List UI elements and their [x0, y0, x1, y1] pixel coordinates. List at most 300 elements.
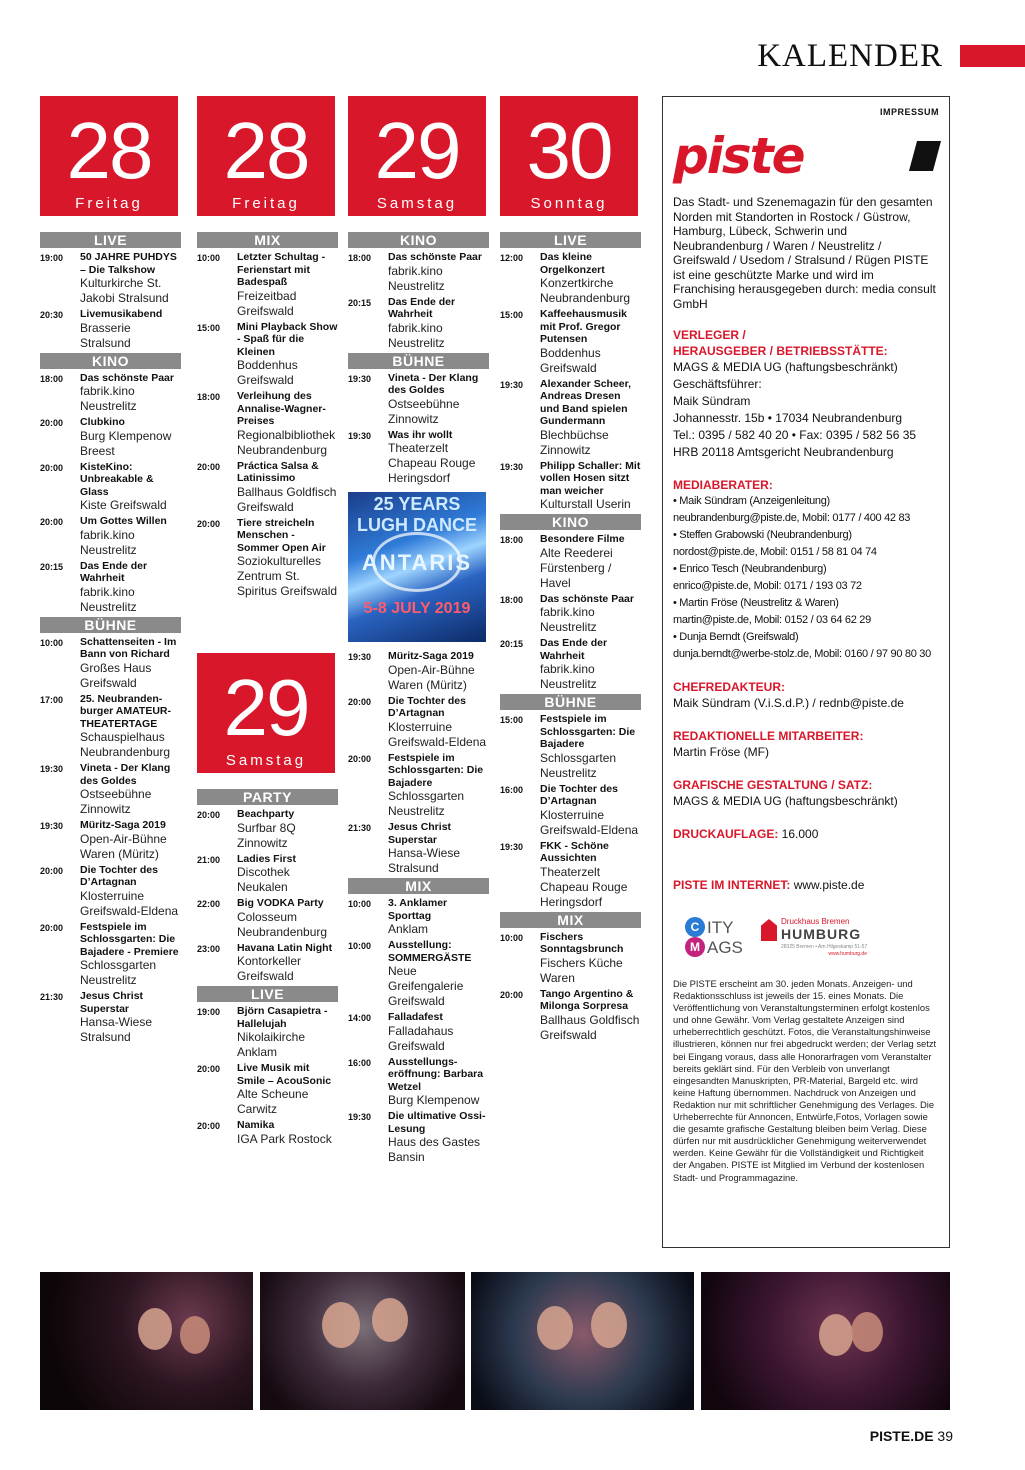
- event-body: [237, 460, 338, 515]
- event-time: 21:30: [348, 823, 372, 833]
- verleger-section: [673, 327, 939, 461]
- event-body: [237, 1005, 338, 1060]
- date-spacer: [500, 216, 641, 230]
- druckauflage-heading: DRUCKAUFLAGE:: [673, 827, 779, 841]
- event-venue: Open-Air-Bühne Waren (Müritz): [80, 831, 167, 861]
- event-item: [348, 695, 489, 750]
- event-venue: Alte Scheune Carwitz: [237, 1087, 309, 1116]
- event-item: [500, 988, 641, 1043]
- date-weekday: Samstag: [225, 752, 307, 769]
- event-body: [540, 533, 641, 591]
- date-box: [500, 96, 638, 216]
- event-time: 12:00: [500, 253, 524, 263]
- event-venue: Surfbar 8Q Zinnowitz: [237, 820, 296, 850]
- event-body: [540, 460, 641, 513]
- event-venue: Alte Reederei Fürstenberg / Havel: [540, 545, 613, 590]
- event-body: [540, 713, 641, 781]
- event-venue: Kulturkirche St. Jakobi Stralsund: [80, 276, 169, 305]
- event-time: 20:00: [40, 922, 64, 933]
- event-title: Was ihr wollt: [388, 428, 453, 441]
- event-time: 16:00: [500, 784, 524, 795]
- event-item: [40, 864, 181, 919]
- event-body: [80, 864, 181, 919]
- druckauflage-line: [673, 826, 939, 843]
- title-accent-bar: [960, 45, 1025, 67]
- mediaberater-line: • Dunja Berndt (Greifswald): [673, 631, 799, 643]
- mediaberater-line: • Martin Fröse (Neustrelitz & Waren): [673, 597, 839, 609]
- event-item: [40, 461, 181, 514]
- event-item: [348, 821, 489, 876]
- event-body: [80, 416, 181, 459]
- event-title: FKK - Schöne Aussichten: [540, 839, 609, 864]
- event-item: [40, 990, 181, 1045]
- event-item: [40, 921, 181, 989]
- event-item: [40, 515, 181, 558]
- event-body: [540, 593, 641, 636]
- event-title: Ausstellungs-eröffnung: Barbara Wetzel: [388, 1055, 484, 1093]
- verleger-line: HRB 20118 Amtsgericht Neubrandenburg: [673, 445, 894, 459]
- photo-strip: [40, 1272, 950, 1410]
- date-spacer: [197, 773, 338, 787]
- date-spacer: [197, 216, 338, 230]
- event-body: [80, 308, 181, 351]
- event-time: 15:00: [197, 322, 221, 333]
- event-item: [197, 460, 338, 515]
- event-time: 18:00: [197, 392, 221, 402]
- event-title: Jesus Christ Superstar: [388, 821, 452, 846]
- event-item: [500, 308, 641, 376]
- event-item: [40, 819, 181, 862]
- event-venue: Kulturstall Userin: [540, 497, 631, 511]
- event-item: [348, 897, 489, 937]
- event-venue: Kontorkeller Greifswald: [237, 954, 302, 983]
- event-time: 20:00: [197, 518, 221, 529]
- verleger-line: Tel.: 0395 / 582 40 20 • Fax: 0395 / 582 56 35: [673, 428, 917, 442]
- event-time: 10:00: [348, 941, 372, 951]
- event-title: Die ultimative Ossi-Lesung: [388, 1110, 486, 1135]
- event-venue: Neue Greifengalerie Greifswald: [388, 964, 464, 1008]
- event-item: [348, 251, 489, 294]
- date-box: [348, 96, 486, 216]
- event-title: Vineta - Der Klang des Goldes: [388, 371, 479, 396]
- grafik-value: MAGS & MEDIA UG (haftungsbeschränkt): [673, 794, 898, 808]
- event-body: [80, 693, 181, 761]
- event-title: Müritz-Saga 2019: [388, 650, 474, 662]
- date-number: 28: [66, 106, 152, 195]
- event-item: [348, 1110, 489, 1165]
- event-venue: Theaterzelt Chapeau Rouge Heringsdorf: [388, 441, 476, 485]
- chefredakteur-section: [673, 679, 939, 712]
- event-body: [540, 378, 641, 458]
- event-title: Das Ende der Wahrheit: [540, 637, 608, 662]
- mediaberater-line: • Enrico Tesch (Neubrandenburg): [673, 563, 827, 575]
- event-body: [80, 636, 181, 691]
- mediaberater-line: dunja.berndt@werbe-stolz.de, Mobil: 0160 / 97 90 80 30: [673, 648, 931, 660]
- piste-logo-word: piste: [673, 127, 804, 185]
- event-title: Alexander Scheer, Andreas Dresen und Band spielen Gundermann: [540, 377, 632, 427]
- event-time: 21:00: [197, 854, 221, 865]
- date-number: 29: [223, 663, 309, 752]
- event-body: [388, 695, 489, 750]
- event-venue: Schlossgarten Neustrelitz: [388, 789, 465, 818]
- event-time: 20:15: [500, 639, 524, 649]
- event-item: [197, 942, 338, 985]
- event-time: 19:30: [348, 373, 372, 384]
- event-time: 20:00: [197, 810, 221, 820]
- event-time: 19:00: [197, 1007, 221, 1017]
- event-time: 14:00: [348, 1013, 372, 1023]
- party-photo-1: [40, 1272, 253, 1410]
- calendar-column: [197, 96, 338, 1149]
- event-title: Festspiele im Schlossgarten: Die Bajadere: [540, 713, 636, 750]
- event-body: [540, 637, 641, 692]
- event-title: KisteKino: Unbreakable & Glass: [80, 460, 154, 498]
- event-time: 19:30: [40, 821, 64, 831]
- event-venue: Nikolaikirche Anklam: [237, 1030, 306, 1059]
- event-title: Festspiele im Schlossgarten: Die Bajadere - Premiere: [80, 920, 179, 958]
- event-body: [80, 461, 181, 514]
- event-item: [197, 517, 338, 600]
- mediaberater-line: • Maik Sündram (Anzeigenleitung): [673, 495, 830, 507]
- event-item: [500, 637, 641, 692]
- event-venue: IGA Park Rostock: [237, 1131, 332, 1146]
- event-title: Letzter Schultag - Ferienstart mit Badespaß: [237, 251, 326, 288]
- mediaberater-line: enrico@piste.de, Mobil: 0171 / 193 03 72: [673, 580, 862, 592]
- event-body: [237, 390, 338, 458]
- event-time: 17:00: [40, 694, 64, 705]
- event-title: Verleihung des Annalise-Wagner-Preises: [237, 390, 326, 427]
- page-title: KALENDER: [757, 38, 943, 74]
- event-body: [237, 1062, 338, 1117]
- date-box: [197, 653, 335, 773]
- citymags-c: C: [685, 917, 705, 937]
- event-venue: Schlossgarten Neustrelitz: [80, 958, 157, 987]
- event-title: Clubkino: [80, 416, 125, 428]
- event-time: 20:00: [40, 517, 64, 527]
- event-venue: Falladahaus Greifswald: [388, 1023, 454, 1053]
- redaktion-heading: REDAKTIONELLE MITARBEITER:: [673, 729, 864, 743]
- event-title: Big VODKA Party: [237, 897, 324, 909]
- impressum-intro: Das Stadt- und Szenemagazin für den gesamten Norden mit Standorten in Rostock / Güstrow, Hamburg, Lübeck, Schwerin und Neubrandenburg / Waren / Neustrelitz / Greifswald / Usedom / Stralsund / Rügen PISTE ist eine geschützte Marke und wird im Franchising herausgegeben durch: media consult GmbH: [673, 195, 936, 311]
- event-venue: Boddenhus Greifswald: [237, 358, 298, 387]
- event-venue: Blechbüchse Zinnowitz: [540, 427, 609, 457]
- event-body: [237, 321, 338, 389]
- event-item: [348, 752, 489, 820]
- grafik-section: [673, 777, 939, 810]
- event-item: [348, 1056, 489, 1109]
- event-venue: Burg Klempenow: [388, 1093, 480, 1107]
- event-title: Namika: [237, 1119, 275, 1131]
- skier-icon: [909, 141, 941, 171]
- mediaberater-section: [673, 477, 939, 663]
- event-body: [540, 988, 641, 1043]
- event-title: Ladies First: [237, 852, 296, 865]
- event-item: [40, 372, 181, 415]
- chefredakteur-heading: CHEFREDAKTEUR:: [673, 680, 785, 694]
- event-title: Das Ende der Wahrheit: [80, 559, 148, 584]
- event-title: Besondere Filme: [540, 533, 625, 545]
- citymags-m: M: [685, 937, 705, 957]
- event-venue: Burg Klempenow Breest: [80, 428, 172, 458]
- event-time: 10:00: [500, 932, 524, 943]
- event-body: [388, 251, 489, 294]
- event-title: Die Tochter des D’Artagnan: [80, 863, 158, 888]
- druckhaus-name: Druckhaus Bremen: [781, 917, 850, 926]
- event-time: 23:00: [197, 943, 221, 954]
- event-item: [500, 251, 641, 306]
- impressum-heading: IMPRESSUM: [879, 107, 939, 117]
- event-body: [80, 921, 181, 989]
- mediaberater-line: nordost@piste.de, Mobil: 0151 / 58 81 04 74: [673, 546, 877, 558]
- event-item: [500, 931, 641, 986]
- calendar-column: [40, 96, 181, 1047]
- event-venue: Boddenhus Greifswald: [540, 345, 601, 375]
- event-time: 15:00: [500, 310, 524, 320]
- event-title: Beachparty: [237, 808, 295, 820]
- event-body: [80, 515, 181, 558]
- event-body: [237, 517, 338, 600]
- redaktion-section: [673, 728, 939, 761]
- date-weekday: Sonntag: [530, 195, 608, 212]
- event-item: [197, 1062, 338, 1117]
- page-number: 39: [937, 1428, 953, 1444]
- event-time: 18:00: [348, 253, 372, 263]
- event-time: 15:00: [500, 715, 524, 725]
- event-title: 50 JAHRE PUHDYS – Die Talkshow: [80, 251, 177, 276]
- event-body: [388, 1056, 489, 1109]
- event-venue: Fischers Küche Waren: [540, 955, 623, 985]
- poster-top-text: 25 YEARS LUGH DANCE: [357, 494, 477, 535]
- herausgeber-heading: HERAUSGEBER / BETRIEBSSTÄTTE:: [673, 344, 888, 358]
- event-body: [388, 939, 489, 1009]
- event-item: [348, 429, 489, 487]
- event-body: [388, 752, 489, 820]
- event-item: [40, 416, 181, 459]
- grafik-heading: GRAFISCHE GESTALTUNG / SATZ:: [673, 778, 873, 792]
- event-title: Die Tochter des D’Artagnan: [540, 782, 618, 807]
- event-venue: Hansa-Wiese Stralsund: [80, 1015, 153, 1044]
- event-venue: Ostseebühne Zinnowitz: [388, 396, 460, 426]
- event-time: 20:30: [40, 310, 64, 320]
- event-time: 10:00: [348, 899, 372, 909]
- verleger-line: MAGS & MEDIA UG (haftungsbeschränkt): [673, 360, 898, 374]
- date-number: 29: [374, 106, 460, 195]
- event-body: [80, 372, 181, 415]
- event-title: Vineta - Der Klang des Goldes: [80, 762, 171, 787]
- event-item: [40, 636, 181, 691]
- event-venue: Klosterruine Greifswald-Eldena: [80, 888, 179, 918]
- event-time: 16:00: [348, 1057, 372, 1068]
- date-spacer: [348, 216, 489, 230]
- event-body: [388, 1011, 489, 1054]
- poster-title: ANTARIS: [361, 550, 473, 575]
- mediaberater-line: neubrandenburg@piste.de, Mobil: 0177 / 400 42 83: [673, 512, 911, 524]
- event-venue: Freizeitbad Greifswald: [237, 288, 297, 318]
- event-body: [540, 783, 641, 838]
- event-venue: Klosterruine Greifswald-Eldena: [388, 719, 487, 749]
- date-weekday: Freitag: [75, 195, 143, 212]
- category-header: LIVE: [500, 232, 641, 248]
- event-time: 10:00: [197, 253, 221, 263]
- event-title: Das schönste Paar: [80, 371, 174, 384]
- event-venue: Discothek Neukalen: [237, 865, 290, 894]
- date-box: [40, 96, 178, 216]
- event-venue: Ballhaus Goldfisch Greifswald: [237, 484, 337, 514]
- date-spacer: [40, 216, 181, 230]
- event-venue: Anklam: [388, 922, 429, 936]
- date-weekday: Freitag: [232, 195, 300, 212]
- event-time: 20:00: [348, 753, 372, 764]
- party-photo-3: [471, 1272, 694, 1410]
- event-venue: Colosseum Neubrandenburg: [237, 909, 328, 939]
- druckhaus-humburg: HUMBURG: [781, 926, 862, 942]
- chefredakteur-value: Maik Sündram (V.i.S.d.P.) / rednb@piste.de: [673, 696, 904, 710]
- event-item: [197, 808, 338, 851]
- event-title: Kaffeehausmusik mit Prof. Gregor Putensen: [540, 308, 627, 345]
- event-item: [197, 853, 338, 896]
- event-time: 20:00: [40, 418, 64, 428]
- citymags-ags: AGS: [707, 938, 743, 957]
- event-item: [348, 939, 489, 1009]
- category-header: MIX: [500, 912, 641, 928]
- event-title: Práctica Salsa & Latinissimo: [237, 459, 319, 484]
- event-item: [197, 897, 338, 940]
- verleger-line: Johannesstr. 15b • 17034 Neubrandenburg: [673, 411, 903, 425]
- event-title: Björn Casapietra - Hallelujah: [237, 1005, 328, 1030]
- event-body: [80, 251, 181, 306]
- event-item: [500, 593, 641, 636]
- event-title: Müritz-Saga 2019: [80, 819, 166, 831]
- event-item: [348, 650, 489, 693]
- category-header: BÜHNE: [500, 694, 641, 710]
- event-venue: Ostseebühne Zinnowitz: [80, 787, 152, 816]
- event-title: Live Musik mit Smile – AcouSonic: [237, 1062, 332, 1087]
- event-title: Tango Argentino & Milonga Sorpresa: [540, 987, 634, 1012]
- category-header: KINO: [348, 232, 489, 248]
- event-item: [348, 372, 489, 427]
- event-venue: fabrik.kino Neustrelitz: [388, 320, 445, 350]
- event-title: Philipp Schaller: Mit vollen Hosen sitzt man weicher: [540, 459, 641, 497]
- calendar-column: [500, 96, 641, 1045]
- event-time: 18:00: [500, 535, 524, 545]
- event-body: [80, 762, 181, 817]
- event-item: [500, 378, 641, 458]
- event-venue: Brasserie Stralsund: [80, 320, 131, 350]
- event-time: 20:00: [197, 1064, 221, 1074]
- piste-logo: [673, 127, 939, 185]
- event-time: 20:00: [40, 462, 64, 473]
- event-venue: Soziokulturelles Zentrum St. Spiritus Greifswald: [237, 554, 338, 598]
- event-item: [500, 713, 641, 781]
- event-venue: Kiste Greifswald: [80, 498, 167, 512]
- antaris-poster: [348, 492, 486, 642]
- verleger-line: Maik Sündram: [673, 394, 751, 408]
- date-number: 30: [526, 106, 612, 195]
- date-weekday: Samstag: [376, 195, 458, 212]
- druckauflage-value: 16.000: [781, 827, 819, 841]
- poster-date: 5-8 JULY 2019: [363, 600, 471, 617]
- event-item: [500, 533, 641, 591]
- event-venue: Großes Haus Greifswald: [80, 660, 152, 690]
- event-body: [388, 429, 489, 487]
- event-body: [388, 821, 489, 876]
- event-venue: fabrik.kino Neustrelitz: [540, 662, 597, 691]
- category-header: MIX: [348, 878, 489, 894]
- event-venue: Schauspielhaus Neubrandenburg: [80, 730, 171, 759]
- event-title: Ausstellung: SOMMERGÄSTE: [388, 939, 472, 964]
- event-item: [197, 321, 338, 389]
- event-time: 20:00: [348, 696, 372, 707]
- event-venue: Regionalbibliothek Neubrandenburg: [237, 427, 336, 457]
- event-time: 19:00: [40, 253, 64, 263]
- event-body: [237, 897, 338, 940]
- event-title: Die Tochter des D’Artagnan: [388, 694, 466, 719]
- date-number: 28: [223, 106, 309, 195]
- event-time: 20:00: [197, 461, 221, 472]
- event-item: [197, 1119, 338, 1147]
- event-time: 20:15: [40, 561, 64, 572]
- event-item: [500, 460, 641, 513]
- event-time: 19:30: [500, 841, 524, 852]
- event-body: [388, 897, 489, 937]
- party-photo-2: [260, 1272, 465, 1410]
- event-title: Schattenseiten - Im Bann von Richard: [80, 635, 177, 660]
- event-time: 10:00: [40, 637, 64, 648]
- event-venue: Open-Air-Bühne Waren (Müritz): [388, 662, 475, 692]
- event-body: [388, 296, 489, 351]
- partner-logos: [673, 912, 939, 962]
- event-body: [540, 840, 641, 910]
- event-time: 20:00: [40, 865, 64, 876]
- druckhaus-url: www.humburg.de: [828, 951, 867, 957]
- mediaberater-line: • Steffen Grabowski (Neubrandenburg): [673, 529, 852, 541]
- category-header: KINO: [40, 353, 181, 369]
- event-time: 19:30: [348, 1112, 372, 1122]
- internet-link[interactable]: www.piste.de: [793, 878, 865, 892]
- event-item: [40, 560, 181, 615]
- event-item: [40, 693, 181, 761]
- calendar-column: [348, 96, 489, 1167]
- category-header: BÜHNE: [348, 353, 489, 369]
- event-venue: Ballhaus Goldfisch Greifswald: [540, 1012, 640, 1042]
- event-body: [80, 560, 181, 615]
- event-title: Falladafest: [388, 1011, 443, 1023]
- internet-line: [673, 877, 939, 894]
- event-time: 21:30: [40, 992, 64, 1002]
- event-item: [40, 251, 181, 306]
- date-box: [197, 96, 335, 216]
- event-title: Mini Playback Show - Spaß für die Kleinen: [237, 320, 338, 358]
- category-header: BÜHNE: [40, 617, 181, 633]
- event-body: [388, 372, 489, 427]
- event-venue: fabrik.kino Neustrelitz: [80, 584, 137, 614]
- event-time: 19:30: [348, 652, 372, 662]
- event-body: [80, 819, 181, 862]
- event-body: [237, 853, 338, 896]
- footer-site[interactable]: PISTE.DE: [869, 1428, 934, 1444]
- citymags-logo: [685, 915, 745, 959]
- event-title: Um Gottes Willen: [80, 515, 167, 527]
- category-header: KINO: [500, 514, 641, 530]
- event-body: [540, 251, 641, 306]
- event-time: 22:00: [197, 899, 221, 909]
- event-body: [540, 931, 641, 986]
- verleger-line: Geschäftsführer:: [673, 377, 762, 391]
- mediaberater-line: martin@piste.de, Mobil: 0152 / 03 64 62 29: [673, 614, 871, 626]
- event-item: [197, 251, 338, 319]
- category-header: MIX: [197, 232, 338, 248]
- event-time: 19:30: [40, 764, 64, 774]
